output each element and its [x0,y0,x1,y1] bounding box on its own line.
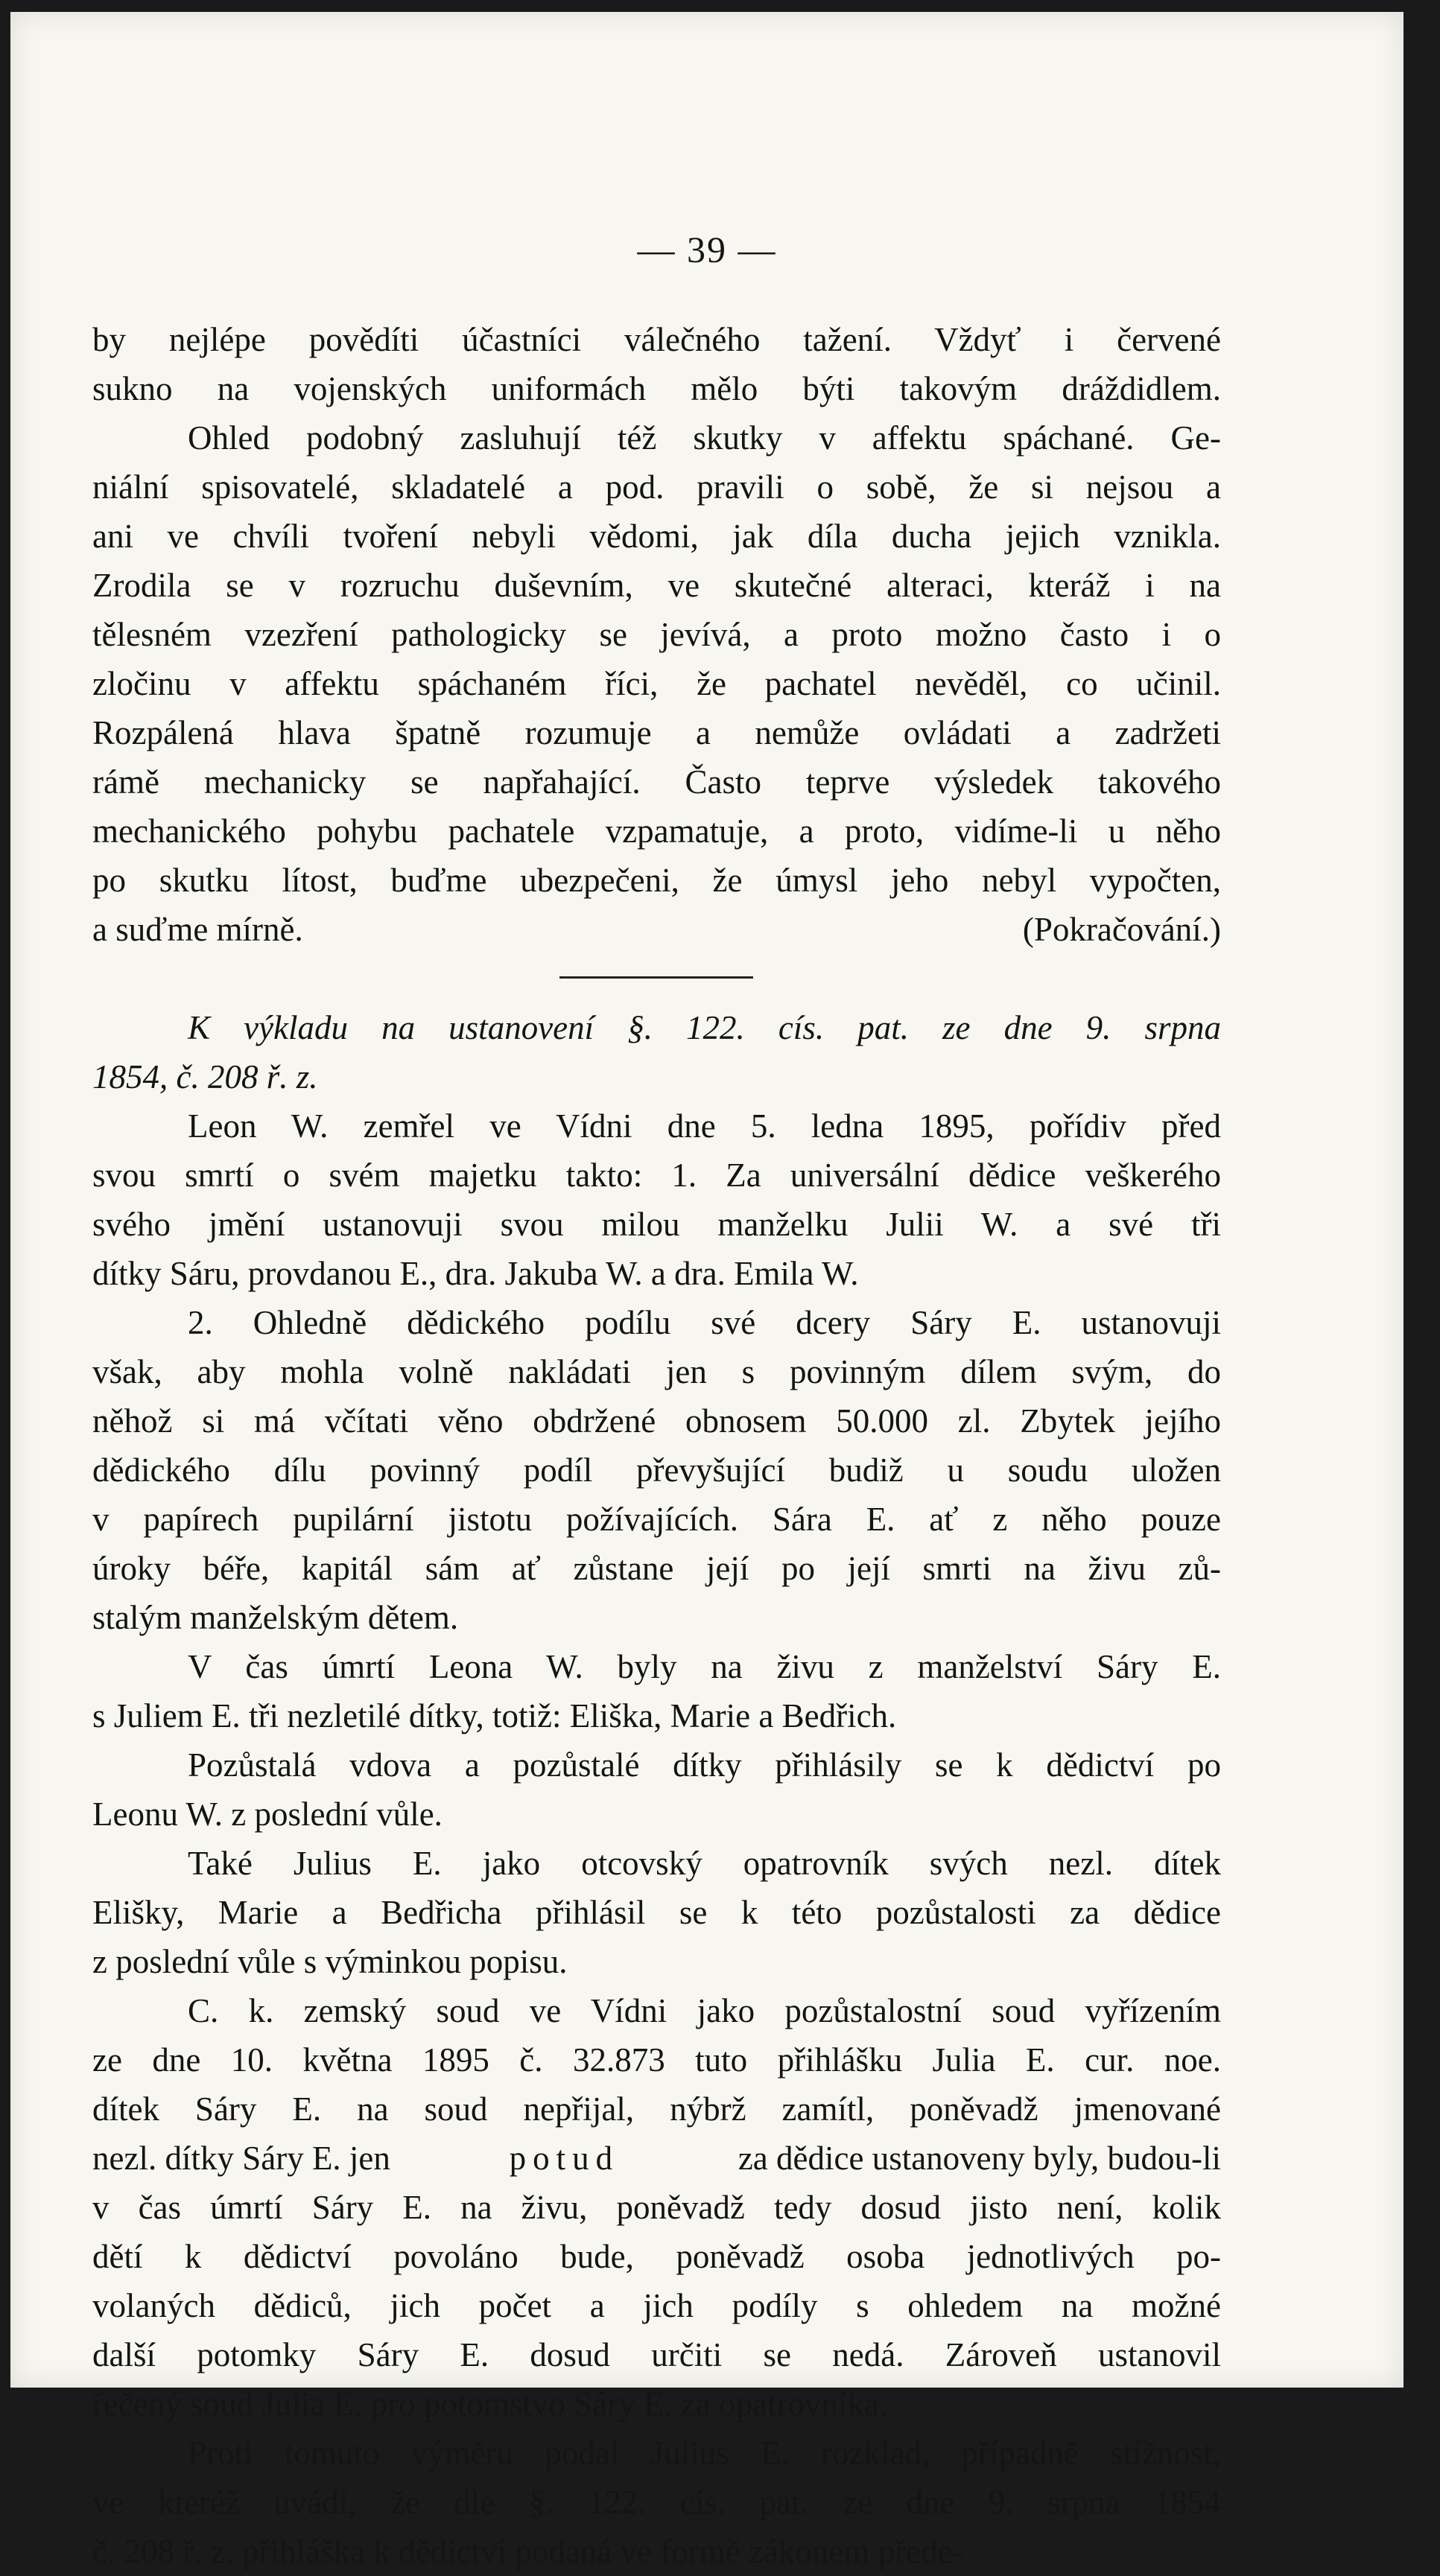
body-line: řečený soud Julia E. pro potomstvo Sáry E. za opatrovníka. [92,2385,888,2423]
body-line: v papírech pupilární jistotu požívajících. Sára E. ať z něho pouze [92,1501,1221,1538]
body-line: s Juliem E. tři nezletilé dítky, totiž: Eliška, Marie a Bedřich. [92,1697,897,1734]
paragraph-line: ani ve chvíli tvoření nebyli vědomi, jak díla ducha jejich vznikla. [92,518,1221,555]
body-line: volaných dědiců, jich počet a jich podíly s ohledem na možné [92,2287,1221,2324]
article-heading-line-2: 1854, č. 208 ř. z. [92,1058,318,1095]
body-line: dětí k dědictví povoláno bude, poněvadž osoba jednotlivých po- [92,2238,1221,2275]
body-line: 2. Ohledně dědického podílu své dcery Sáry E. ustanovuji [188,1304,1221,1341]
body-line: stalým manželským dětem. [92,1599,459,1636]
body-line: Také Julius E. jako otcovský opatrovník svých nezl. dítek [188,1845,1221,1882]
body-line: C. k. zemský soud ve Vídni jako pozůstalostní soud vyřízením [188,1992,1221,2029]
body-line: svou smrtí o svém majetku takto: 1. Za universální dědice veškerého [92,1157,1221,1194]
body-line: Elišky, Marie a Bedřicha přihlásil se k této pozůstalosti za dědice [92,1894,1221,1931]
paragraph-line: tělesném vzezření pathologicky se jevívá, a proto možno často i o [92,616,1221,653]
section-divider [92,954,1221,1003]
paragraph-line: by nejlépe povědíti účastníci válečného tažení. Vždyť i červené [92,321,1221,358]
body-line: v čas úmrtí Sáry E. na živu, poněvadž tedy dosud jisto není, kolik [92,2189,1221,2226]
text-column [92,315,1221,2576]
paragraph-line: niální spisovatelé, skladatelé a pod. pravili o sobě, že si nejsou a [92,468,1221,506]
body-line: však, aby mohla volně nakládati jen s povinným dílem svým, do [92,1353,1221,1390]
body-line: ve kteréž uvádí, že dle §. 122. cís. pat. ze dne 9. srpna 1854 [92,2484,1221,2521]
body-line: něhož si má včítati věno obdržené obnosem 50.000 zl. Zbytek jejího [92,1402,1221,1440]
paragraph-line: Rozpálená hlava špatně rozumuje a nemůže ovládati a zadržeti [92,714,1221,751]
paragraph-line: rámě mechanicky se napřahající. Často teprve výsledek takového [92,763,1221,801]
continuation-note: (Pokračování.) [1022,911,1221,948]
body-line: dítky Sáru, provdanou E., dra. Jakuba W. a dra. Emila W. [92,1255,859,1292]
body-line: č. 208 ř. z. přihláška k dědictví podaná ve formě zákonem přede- [92,2533,964,2570]
body-line: svého jmění ustanovuji svou milou manželku Julii W. a své tři [92,1206,1221,1243]
body-line: úroky béře, kapitál sám ať zůstane její po její smrti na živu zů- [92,1550,1221,1587]
body-line: V čas úmrtí Leona W. byly na živu z manželství Sáry E. [188,1648,1221,1685]
page-number: — 39 — [637,229,777,270]
paragraph-line: po skutku lítost, buďme ubezpečeni, že úmysl jeho nebyl vypočten, [92,862,1221,899]
closing-text: a suďme mírně. [92,911,303,948]
page [10,12,1403,2570]
body-line: z poslední vůle s výminkou popisu. [92,1943,568,1980]
paragraph-line: mechanického pohybu pachatele vzpamatuje, a proto, vidíme-li u něho [92,812,1221,850]
body-line [92,2134,1221,2183]
body-line: Leonu W. z poslední vůle. [92,1796,443,1833]
body-line: Leon W. zemřel ve Vídni dne 5. ledna 1895, pořídiv před [188,1107,1221,1145]
paragraph-closing-line [92,905,1221,954]
body-line: další potomky Sáry E. dosud určiti se nedá. Zároveň ustanovil [92,2336,1221,2373]
paragraph-line: zločinu v affektu spáchaném říci, že pachatel nevěděl, co učinil. [92,665,1221,702]
body-line: dědického dílu povinný podíl převyšující budiž u soudu uložen [92,1451,1221,1489]
body-line: dítek Sáry E. na soud nepřijal, nýbrž zamítl, poněvadž jmenované [92,2090,1221,2128]
paragraph-continued [92,315,1221,905]
body-line-part: nezl. dítky Sáry E. jen [92,2140,390,2177]
spaced-emphasis: potud [509,2140,620,2177]
body-line: Pozůstalá vdova a pozůstalé dítky přihlásily se k dědictví po [188,1746,1221,1784]
body-line-part: za dědice ustanoveny byly, budou-li [738,2140,1221,2177]
paragraph-line: Ohled podobný zasluhují též skutky v affektu spáchané. Ge- [188,419,1221,457]
paragraph-line: sukno na vojenských uniformách mělo býti takovým dráždidlem. [92,370,1221,407]
body-line: Proti tomuto výměru podal Julius E. rozklad, případně stížnost, [188,2435,1221,2472]
body-line: ze dne 10. května 1895 č. 32.873 tuto přihlášku Julia E. cur. noe. [92,2041,1221,2079]
article-heading-line-1: K výkladu na ustanovení §. 122. cís. pat. ze dne 9. srpna [188,1009,1221,1046]
paragraph-line: Zrodila se v rozruchu duševním, ve skutečné alteraci, kteráž i na [92,567,1221,604]
